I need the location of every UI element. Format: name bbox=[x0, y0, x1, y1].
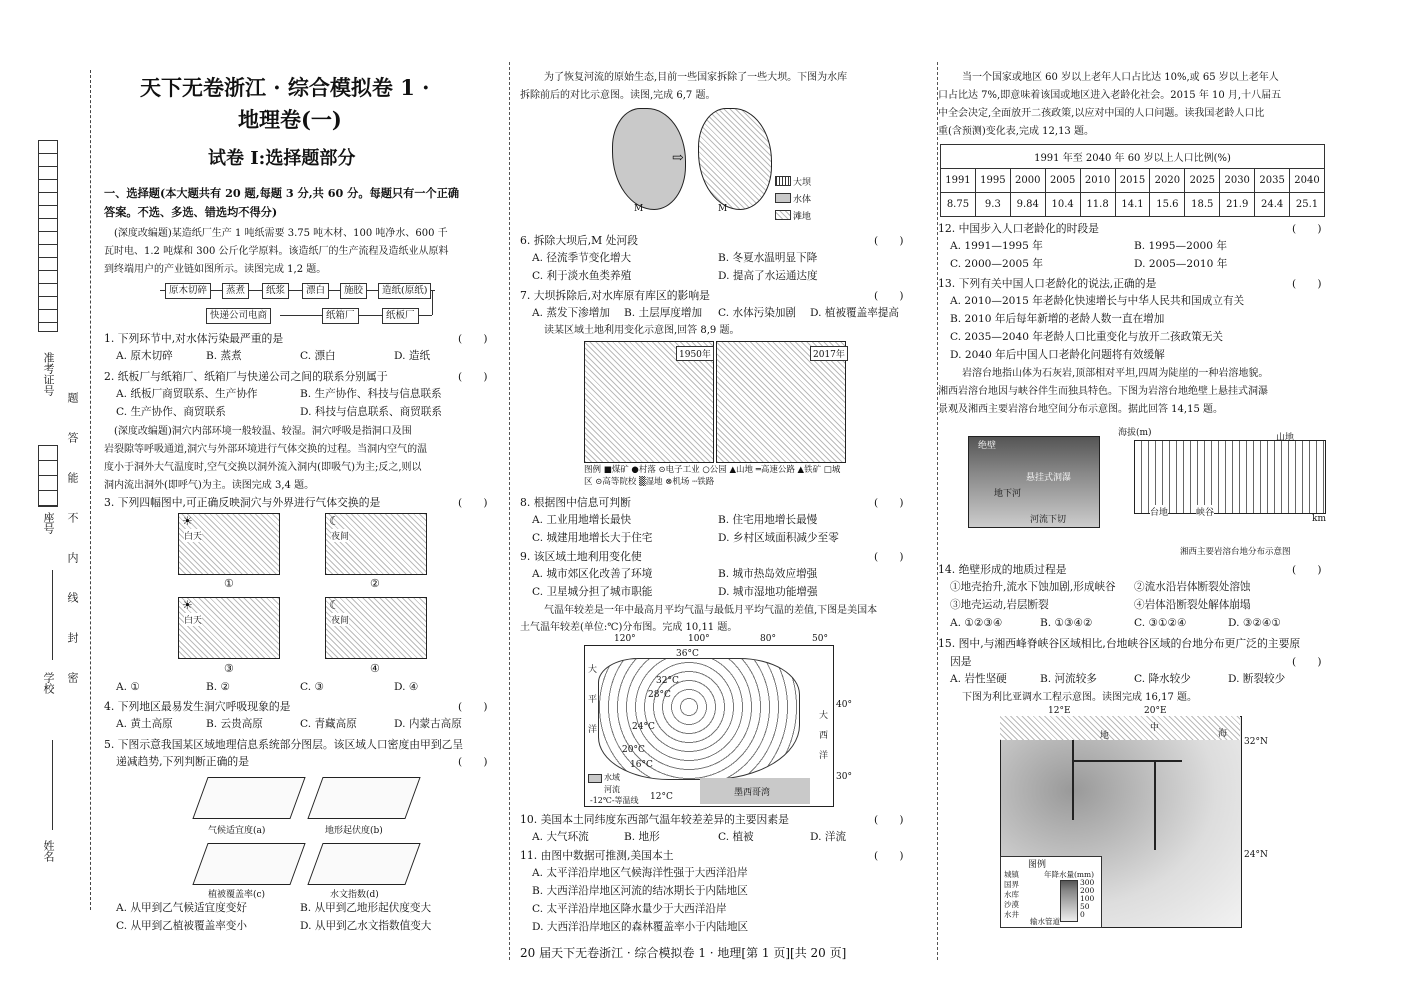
karst-label: 台地 bbox=[1150, 505, 1168, 518]
candidate-id-label: 准考证号 bbox=[42, 352, 55, 396]
instructions: 一、选择题(本大题共有 20 题,每题 3 分,共 60 分。每题只有一个正确 bbox=[104, 186, 460, 200]
passage-text: (深度改编题)某造纸厂生产 1 吨纸需要 3.75 吨木材、100 吨净水、600 千 bbox=[114, 228, 448, 239]
gulf-label: 墨西哥湾 bbox=[734, 788, 771, 798]
seal-char: 密 bbox=[66, 672, 79, 683]
option-a[interactable]: A. 1991—1995 年 bbox=[950, 240, 1043, 252]
legend-label: 国界 bbox=[1004, 880, 1019, 889]
option-a[interactable]: A. 大气环流 bbox=[532, 831, 589, 843]
instructions: 答案。不选、多选、错选均不得分) bbox=[104, 205, 278, 219]
passage-text: 瓦时电、1.2 吨煤和 300 公斤化学原料。该造纸厂的生产流程及造纸业从原料 bbox=[104, 246, 449, 257]
name-line[interactable] bbox=[52, 740, 53, 830]
cave-time-label: 夜间 bbox=[331, 529, 349, 542]
cave-diagram bbox=[325, 597, 427, 659]
question-6-stem: 6. 拆除大坝后,M 处河段 bbox=[520, 234, 639, 247]
legend-label: 大坝 bbox=[793, 178, 812, 188]
option-b[interactable]: B. 从甲到乙地形起伏度变大 bbox=[300, 902, 432, 914]
gis-layer bbox=[307, 777, 420, 819]
column-divider bbox=[509, 62, 510, 960]
shoal-legend-swatch bbox=[775, 210, 791, 220]
gis-layer bbox=[192, 843, 305, 885]
passage-text: 景观及湘西主要岩溶台地空间分布示意图。据此回答 14,15 题。 bbox=[938, 404, 1223, 415]
sun-icon: ☀ bbox=[182, 514, 193, 528]
option-b[interactable]: B. ② bbox=[206, 681, 231, 693]
legend-label: 输水管道 bbox=[1030, 917, 1060, 926]
legend-label: 水井 bbox=[1004, 910, 1019, 919]
question-3-stem: 3. 下列四幅图中,可正确反映洞穴与外界进行气体交换的是 bbox=[104, 496, 381, 509]
option-d[interactable]: D. 2005—2010 年 bbox=[1134, 258, 1228, 270]
option-a[interactable]: A. 蒸发下渗增加 bbox=[532, 307, 610, 319]
option-b[interactable]: B. 河流较多 bbox=[1040, 673, 1097, 685]
passage-text: 读某区域土地利用变化示意图,回答 8,9 题。 bbox=[544, 325, 740, 336]
cave-diagram bbox=[178, 513, 280, 575]
paper-subtitle: 地理卷(一) bbox=[238, 107, 342, 132]
water-legend-swatch bbox=[588, 774, 602, 783]
cave-number: ① bbox=[224, 577, 234, 590]
longitude-label: 12°E bbox=[1048, 706, 1071, 716]
isotherm-label: 28°C bbox=[648, 690, 671, 700]
option-d[interactable]: D. 内蒙古高原 bbox=[394, 718, 462, 730]
aging-table bbox=[940, 144, 1325, 217]
table-year: 2040 bbox=[1290, 169, 1325, 193]
answer-blank[interactable]: ( ) bbox=[874, 290, 904, 302]
answer-blank[interactable]: ( ) bbox=[458, 756, 488, 768]
table-year: 1991 bbox=[941, 169, 976, 193]
option-c[interactable]: C. ③ bbox=[300, 681, 324, 693]
karst-label: 河流下切 bbox=[1030, 515, 1067, 525]
table-year: 2030 bbox=[1220, 169, 1255, 193]
ocean-label: 洋 bbox=[588, 725, 598, 735]
us-landmass bbox=[598, 658, 800, 780]
latitude-label: 30° bbox=[836, 772, 852, 782]
table-title: 1991 年至 2040 年 60 岁以上人口比例(%) bbox=[941, 145, 1325, 169]
passage-text: 中全会决定,全面放开二孩政策,以应对中国的人口问题。读我国老龄人口比 bbox=[938, 108, 1265, 119]
sea-label: 海 bbox=[1218, 729, 1228, 739]
table-value: 25.1 bbox=[1290, 193, 1325, 217]
option-c[interactable]: C. 水体污染加剧 bbox=[718, 307, 797, 319]
longitude-label: 50° bbox=[812, 634, 828, 644]
karst-cross-section bbox=[1134, 440, 1326, 514]
option-b[interactable]: B. 生产协作、科技与信息联系 bbox=[300, 388, 442, 400]
rain-scale bbox=[1060, 880, 1078, 922]
option-b[interactable]: B. 土层厚度增加 bbox=[624, 307, 703, 319]
gis-layer-label: 植被覆盖率(c) bbox=[208, 890, 266, 900]
option-b[interactable]: B. 1995—2000 年 bbox=[1134, 240, 1227, 252]
answer-blank[interactable]: ( ) bbox=[458, 333, 488, 345]
table-value: 15.6 bbox=[1150, 193, 1185, 217]
option-d[interactable]: D. 断裂较少 bbox=[1228, 673, 1286, 685]
longitude-label: 80° bbox=[760, 634, 776, 644]
seal-line bbox=[90, 70, 91, 910]
flow-step: 纸浆 bbox=[262, 283, 289, 299]
option-b[interactable]: B. 大西洋沿岸地区河流的结冰期长于内陆地区 bbox=[532, 885, 748, 897]
option-b[interactable]: B. 地形 bbox=[624, 831, 660, 843]
rain-scale-label: 100 bbox=[1080, 894, 1095, 903]
map-legend: 图例 ■煤矿 ●村落 ⊙电子工业 ○公园 ▲山地 ═高速公路 ▲铁矿 □城区 ⊙高等院校 ▒湿地 ⊗机场 ┄铁路 bbox=[584, 465, 841, 487]
latitude-label: 24°N bbox=[1244, 850, 1268, 860]
cave-time-label: 夜间 bbox=[331, 613, 349, 626]
gis-layer bbox=[307, 843, 420, 885]
option-a[interactable]: A. 城市郊区化改善了环境 bbox=[532, 568, 653, 580]
question-7-stem: 7. 大坝拆除后,对水库原有库区的影响是 bbox=[520, 289, 710, 302]
option-c[interactable]: C. 从甲到乙植被覆盖率变小 bbox=[116, 920, 247, 932]
answer-blank[interactable]: ( ) bbox=[458, 497, 488, 509]
rain-scale-label: 0 bbox=[1080, 910, 1085, 919]
table-value: 9.3 bbox=[975, 193, 1010, 217]
point-m-label: M bbox=[634, 204, 644, 214]
passage-text: 岩裂隙等呼吸通道,洞穴与外部环境进行气体交换的过程。当洞内空气的温 bbox=[104, 444, 428, 455]
passage-text: 湘西岩溶台地因与峡谷伴生而独具特色。下图为岩溶台地绝壁上悬挂式洞瀑 bbox=[938, 386, 1268, 397]
point-m-label: M bbox=[718, 204, 728, 214]
passage-text: (深度改编题)洞穴内部环境一般较温、较湿。洞穴呼吸是指洞口及围 bbox=[114, 426, 412, 437]
option-c[interactable]: C. 太平洋沿岸地区降水量少于大西洋沿岸 bbox=[532, 903, 727, 915]
answer-blank[interactable]: ( ) bbox=[1292, 223, 1322, 235]
longitude-label: 100° bbox=[688, 634, 710, 644]
option-c[interactable]: C. 降水较少 bbox=[1134, 673, 1191, 685]
cave-time-label: 白天 bbox=[184, 613, 202, 626]
page-footer: 20 届天下无卷浙江 · 综合模拟卷 1 · 地理[第 1 页][共 20 页] bbox=[520, 946, 847, 960]
legend-label: 水库 bbox=[1004, 890, 1019, 899]
latitude-label: 40° bbox=[836, 700, 852, 710]
legend-label: 年降水量(mm) bbox=[1044, 870, 1095, 879]
passage-text: 口占比达 7%,即意味着该国或地区进入老龄化社会。2015 年 10 月,十八届五 bbox=[938, 90, 1282, 101]
answer-blank[interactable]: ( ) bbox=[1292, 656, 1322, 668]
legend-label: 滩地 bbox=[793, 212, 812, 222]
mediterranean-sea bbox=[1000, 716, 1240, 740]
seal-char: 不 bbox=[66, 512, 79, 523]
ocean-label: 西 bbox=[819, 731, 829, 741]
map-year-label: 1950年 bbox=[676, 346, 714, 361]
option-c[interactable]: C. 生产协作、商贸联系 bbox=[116, 406, 226, 418]
process-step: ③地壳运动,岩层断裂 bbox=[950, 599, 1049, 611]
passage-text: 洞内流出洞外(即呼气)为主。读图完成 3,4 题。 bbox=[104, 480, 315, 491]
legend-label: -12℃-等温线 bbox=[590, 796, 639, 805]
seal-char: 能 bbox=[66, 472, 79, 483]
cave-number: ③ bbox=[224, 662, 234, 675]
dam-legend-swatch bbox=[775, 176, 791, 186]
option-d[interactable]: D. 提高了水运通达度 bbox=[718, 270, 818, 282]
option-c[interactable]: C. 利于淡水鱼类养殖 bbox=[532, 270, 632, 282]
arrow-icon: ⇨ bbox=[672, 150, 684, 166]
passage-text: 重(含预测)变化表,完成 12,13 题。 bbox=[938, 126, 1094, 137]
seal-char: 答 bbox=[66, 432, 79, 443]
gis-layer-label: 地形起伏度(b) bbox=[325, 826, 383, 836]
question-13-stem: 13. 下列有关中国人口老龄化的说法,正确的是 bbox=[938, 277, 1157, 290]
cave-number: ② bbox=[370, 577, 380, 590]
answer-blank[interactable]: ( ) bbox=[874, 814, 904, 826]
table-year: 1995 bbox=[975, 169, 1010, 193]
table-value: 8.75 bbox=[941, 193, 976, 217]
latitude-label: 32°N bbox=[1244, 737, 1268, 747]
option-a[interactable]: A. 径流季节变化增大 bbox=[532, 252, 632, 264]
table-year: 2035 bbox=[1255, 169, 1290, 193]
question-12-stem: 12. 中国步入人口老龄化的时段是 bbox=[938, 222, 1099, 235]
option-b[interactable]: B. 住宅用地增长最慢 bbox=[718, 514, 818, 526]
moon-icon: ☾ bbox=[329, 514, 340, 528]
flow-step: 漂白 bbox=[302, 283, 329, 299]
answer-blank[interactable]: ( ) bbox=[1292, 278, 1322, 290]
longitude-label: 120° bbox=[614, 634, 636, 644]
option-a[interactable]: A. 太平洋沿岸地区气候海洋性强于大西洋沿岸 bbox=[532, 867, 748, 879]
option-c[interactable]: C. 漂白 bbox=[300, 350, 336, 362]
option-d[interactable]: D. ④ bbox=[394, 681, 419, 693]
isotherm-label: 20°C bbox=[622, 745, 645, 755]
passage-text: 土气温年较差(单位:℃)分布图。完成 10,11 题。 bbox=[520, 622, 738, 633]
karst-label: 地下河 bbox=[994, 489, 1022, 499]
option-a[interactable]: A. 原木切碎 bbox=[116, 350, 173, 362]
table-value: 18.5 bbox=[1185, 193, 1220, 217]
table-value: 14.1 bbox=[1115, 193, 1150, 217]
water-legend-swatch bbox=[775, 193, 791, 203]
school-label: 学校 bbox=[42, 672, 55, 694]
answer-blank[interactable]: ( ) bbox=[874, 850, 904, 862]
ocean-label: 大 bbox=[819, 711, 829, 721]
passage-text: 到终端用户的产业链如图所示。读图完成 1,2 题。 bbox=[104, 264, 327, 275]
flow-step: 蒸煮 bbox=[222, 283, 249, 299]
legend-title: 图例 bbox=[1028, 860, 1047, 870]
passage-text: 气温年较差是一年中最高月平均气温与最低月平均气温的差值,下图是美国本 bbox=[544, 605, 878, 616]
option-d[interactable]: D. 2040 年后中国人口老龄化问题将有效缓解 bbox=[950, 349, 1165, 361]
reservoir-after-map bbox=[698, 108, 772, 210]
flow-step: 快递公司电商 bbox=[206, 308, 271, 324]
rain-scale-label: 200 bbox=[1080, 886, 1095, 895]
option-d[interactable]: D. ③②④① bbox=[1228, 617, 1281, 629]
option-c[interactable]: C. 城建用地增长大于住宅 bbox=[532, 532, 653, 544]
option-a[interactable]: A. 从甲到乙气候适宜度变好 bbox=[116, 902, 247, 914]
process-step: ②流水沿岩体断裂处溶蚀 bbox=[1134, 581, 1251, 593]
question-9-stem: 9. 该区域土地利用变化使 bbox=[520, 550, 642, 563]
option-b[interactable]: B. 云贵高原 bbox=[206, 718, 263, 730]
table-year: 2000 bbox=[1010, 169, 1045, 193]
seat-number-box[interactable] bbox=[38, 445, 58, 507]
table-value: 21.9 bbox=[1220, 193, 1255, 217]
option-a[interactable]: A. 黄土高原 bbox=[116, 718, 173, 730]
option-d[interactable]: D. 从甲到乙水文指数值变大 bbox=[300, 920, 432, 932]
table-value: 11.8 bbox=[1080, 193, 1115, 217]
moon-icon: ☾ bbox=[329, 598, 340, 612]
seal-char: 线 bbox=[66, 592, 79, 603]
table-year: 2015 bbox=[1115, 169, 1150, 193]
legend-label: 河流 bbox=[604, 785, 620, 794]
option-b[interactable]: B. 蒸煮 bbox=[206, 350, 242, 362]
option-a[interactable]: A. 2010—2015 年老龄化快速增长与中华人民共和国成立有关 bbox=[950, 295, 1245, 307]
question-5-stem: 递减趋势,下列判断正确的是 bbox=[116, 755, 249, 768]
flow-arrow bbox=[432, 290, 433, 315]
option-c[interactable]: C. 青藏高原 bbox=[300, 718, 357, 730]
option-a[interactable]: A. 纸板厂商贸联系、生产协作 bbox=[116, 388, 258, 400]
option-c[interactable]: C. 2035—2040 年老龄人口比重变化与放开二孩政策无关 bbox=[950, 331, 1224, 343]
legend-label: 沙漠 bbox=[1004, 900, 1019, 909]
flow-step: 施胶 bbox=[340, 283, 367, 299]
option-d[interactable]: D. 乡村区域面积减少至零 bbox=[718, 532, 839, 544]
candidate-id-grid[interactable] bbox=[38, 140, 58, 332]
karst-caption: 湘西主要岩溶台地分布示意图 bbox=[1180, 547, 1291, 557]
sun-icon: ☀ bbox=[182, 598, 193, 612]
option-b[interactable]: B. 冬夏水温明显下降 bbox=[718, 252, 818, 264]
option-d[interactable]: D. 植被覆盖率提高 bbox=[810, 307, 900, 319]
answer-blank[interactable]: ( ) bbox=[874, 235, 904, 247]
option-c[interactable]: C. 2000—2005 年 bbox=[950, 258, 1043, 270]
rain-scale-label: 50 bbox=[1080, 902, 1090, 911]
karst-label: 绝壁 bbox=[978, 441, 997, 451]
paper-title: 天下无卷浙江 · 综合模拟卷 1 · bbox=[140, 75, 430, 100]
table-year: 2025 bbox=[1185, 169, 1220, 193]
karst-label: 峡谷 bbox=[1196, 505, 1214, 518]
school-line[interactable] bbox=[52, 570, 53, 660]
option-b[interactable]: B. 城市热岛效应增强 bbox=[718, 568, 818, 580]
question-5-stem: 5. 下图示意我国某区域地理信息系统部分图层。该区域人口密度由甲到乙呈 bbox=[104, 738, 464, 751]
option-c[interactable]: C. ③①②④ bbox=[1134, 617, 1187, 629]
table-value: 24.4 bbox=[1255, 193, 1290, 217]
option-d[interactable]: D. 洋流 bbox=[810, 831, 847, 843]
isotherm-label: 16°C bbox=[630, 760, 653, 770]
passage-text: 当一个国家或地区 60 岁以上老年人口占比达 10%,或 65 岁以上老年人 bbox=[962, 72, 1279, 83]
answer-blank[interactable]: ( ) bbox=[1292, 564, 1322, 576]
flow-step: 纸箱厂 bbox=[322, 308, 359, 324]
process-step: ①地壳抬升,流水下蚀加剧,形成峡谷 bbox=[950, 581, 1116, 593]
process-step: ④岩体沿断裂处解体崩塌 bbox=[1134, 599, 1251, 611]
question-15-stem: 因是 bbox=[950, 655, 972, 668]
option-d[interactable]: D. 科技与信息联系、商贸联系 bbox=[300, 406, 442, 418]
answer-blank[interactable]: ( ) bbox=[874, 551, 904, 563]
seat-number-label: 座号 bbox=[42, 512, 55, 534]
option-b[interactable]: B. ①③④② bbox=[1040, 617, 1093, 629]
flow-step: 纸板厂 bbox=[382, 308, 419, 324]
flow-step: 造纸(原纸) bbox=[378, 283, 431, 299]
gis-layer-label: 水文指数(d) bbox=[330, 890, 379, 900]
isotherm-label: 12°C bbox=[650, 792, 673, 802]
ocean-label: 平 bbox=[588, 695, 598, 705]
question-15-stem: 15. 图中,与湘西峰脊峡谷区域相比,台地峡谷区域的台地分布更广泛的主要原 bbox=[938, 637, 1301, 650]
pipeline-line bbox=[1072, 740, 1074, 820]
rain-scale-label: 300 bbox=[1080, 878, 1095, 887]
question-4-stem: 4. 下列地区最易发生洞穴呼吸现象的是 bbox=[104, 700, 291, 713]
legend-label: 水域 bbox=[604, 773, 620, 782]
passage-text: 下图为利比亚调水工程示意图。读图完成 16,17 题。 bbox=[962, 692, 1197, 703]
karst-label: 海拔(m) bbox=[1118, 428, 1152, 438]
option-a[interactable]: A. 岩性坚硬 bbox=[950, 673, 1007, 685]
passage-text: 为了恢复河流的原始生态,目前一些国家拆除了一些大坝。下图为水库 bbox=[544, 72, 848, 83]
question-8-stem: 8. 根据图中信息可判断 bbox=[520, 496, 631, 509]
gis-layer-label: 气候适宜度(a) bbox=[208, 826, 266, 836]
question-1-stem: 1. 下列环节中,对水体污染最严重的是 bbox=[104, 332, 284, 345]
passage-text: 拆除前后的对比示意图。读图,完成 6,7 题。 bbox=[520, 90, 716, 101]
gis-layer bbox=[192, 777, 305, 819]
passage-text: 度小于洞外大气温度时,空气交换以洞外流入洞内(即吸气)为主;反之,则以 bbox=[104, 462, 422, 473]
cave-time-label: 白天 bbox=[184, 529, 202, 542]
isotherm-label: 32°C bbox=[656, 676, 679, 686]
cave-number: ④ bbox=[370, 662, 380, 675]
option-d[interactable]: D. 大西洋沿岸地区的森林覆盖率小于内陆地区 bbox=[532, 921, 749, 933]
legend-label: 水体 bbox=[793, 195, 812, 205]
cave-diagram bbox=[325, 513, 427, 575]
answer-blank[interactable]: ( ) bbox=[874, 497, 904, 509]
pipeline-line bbox=[1154, 760, 1156, 850]
name-label: 姓名 bbox=[42, 840, 55, 862]
question-11-stem: 11. 由图中数据可推测,美国本土 bbox=[520, 849, 674, 862]
cave-diagram bbox=[178, 597, 280, 659]
flow-step: 原木切碎 bbox=[165, 283, 211, 299]
map-year-label: 2017年 bbox=[810, 346, 848, 361]
option-a[interactable]: A. ①②③④ bbox=[950, 617, 1003, 629]
seal-char: 内 bbox=[66, 552, 79, 563]
sea-label: 地 bbox=[1100, 731, 1110, 741]
ocean-label: 洋 bbox=[819, 751, 829, 761]
karst-label: km bbox=[1312, 514, 1326, 524]
option-a[interactable]: A. 工业用地增长最快 bbox=[532, 514, 632, 526]
question-10-stem: 10. 美国本土同纬度东西部气温年较差差异的主要因素是 bbox=[520, 813, 789, 826]
option-a[interactable]: A. ① bbox=[116, 681, 140, 693]
seal-char: 题 bbox=[66, 392, 79, 403]
passage-text: 岩溶台地指山体为石灰岩,顶部相对平坦,四周为陡崖的一种岩溶地貌。 bbox=[962, 368, 1269, 379]
option-d[interactable]: D. 城市湿地功能增强 bbox=[718, 586, 818, 598]
pipeline-line bbox=[1072, 760, 1182, 762]
isotherm-label: 36°C bbox=[676, 649, 699, 659]
answer-blank[interactable]: ( ) bbox=[458, 371, 488, 383]
question-2-stem: 2. 纸板厂与纸箱厂、纸箱厂与快递公司之间的联系分别属于 bbox=[104, 370, 388, 383]
answer-blank[interactable]: ( ) bbox=[458, 701, 488, 713]
sea-label: 中 bbox=[1150, 723, 1160, 733]
ocean-label: 大 bbox=[588, 665, 598, 675]
karst-label: 山地 bbox=[1276, 433, 1295, 443]
column-divider bbox=[937, 62, 938, 960]
longitude-label: 20°E bbox=[1144, 706, 1167, 716]
legend-label: 城镇 bbox=[1004, 870, 1019, 879]
option-c[interactable]: C. 卫星城分担了城市职能 bbox=[532, 586, 653, 598]
question-14-stem: 14. 绝壁形成的地质过程是 bbox=[938, 563, 1067, 576]
table-value: 9.84 bbox=[1010, 193, 1045, 217]
section-title: 试卷 Ⅰ:选择题部分 bbox=[208, 148, 356, 169]
table-year: 2010 bbox=[1080, 169, 1115, 193]
option-d[interactable]: D. 造纸 bbox=[394, 350, 431, 362]
option-b[interactable]: B. 2010 年后每年新增的老龄人数一直在增加 bbox=[950, 313, 1165, 325]
table-year: 2005 bbox=[1045, 169, 1080, 193]
table-year: 2020 bbox=[1150, 169, 1185, 193]
option-c[interactable]: C. 植被 bbox=[718, 831, 754, 843]
isotherm-label: 24°C bbox=[632, 722, 655, 732]
seal-char: 封 bbox=[66, 632, 79, 643]
table-value: 10.4 bbox=[1045, 193, 1080, 217]
karst-label: 悬挂式洞瀑 bbox=[1026, 473, 1072, 483]
